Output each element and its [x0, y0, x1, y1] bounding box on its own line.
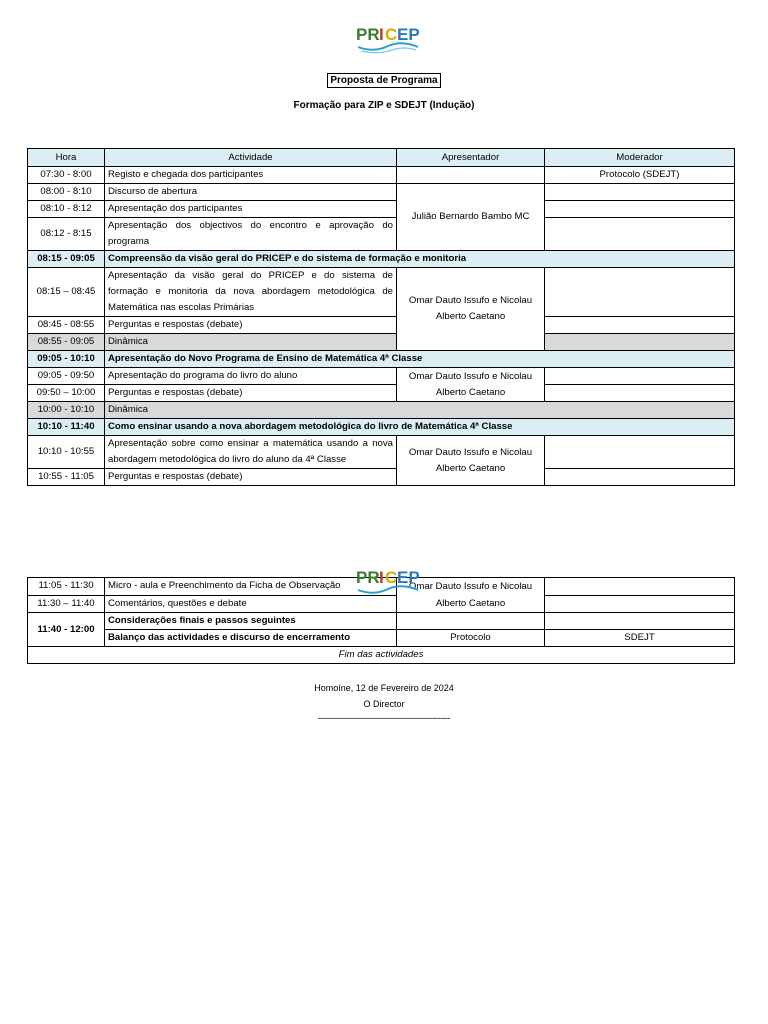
svg-text:I: I	[379, 568, 384, 587]
cell-hora: 07:30 - 8:00	[28, 167, 105, 184]
cell-moderador	[545, 368, 735, 385]
cell-apresentador: Protocolo	[397, 630, 545, 647]
svg-text:C: C	[385, 25, 398, 44]
cell-actividade: Dinâmica	[105, 334, 397, 351]
cell-hora: 08:00 - 8:10	[28, 184, 105, 201]
cell-actividade: Discurso de abertura	[105, 184, 397, 201]
table-row	[28, 268, 735, 317]
header-moderador: Moderador	[545, 149, 735, 167]
cell-apresentador: Julião Bernardo Bambo MC	[397, 184, 545, 251]
cell-moderador	[545, 469, 735, 486]
cell-hora: 10:00 - 10:10	[28, 402, 105, 419]
cell-actividade: Perguntas e respostas (debate)	[105, 385, 397, 402]
document-subtitle: Formação para ZIP e SDEJT (Indução)	[293, 100, 475, 111]
table-row	[28, 317, 735, 334]
svg-text:PR: PR	[356, 568, 380, 587]
cell-moderador	[545, 317, 735, 334]
cell-actividade: Comentários, questões e debate	[105, 595, 397, 613]
cell-hora: 10:55 - 11:05	[28, 469, 105, 486]
table-row	[28, 613, 735, 630]
cell-hora: 08:55 - 09:05	[28, 334, 105, 351]
table-row	[28, 218, 735, 251]
cell-hora: 09:05 - 10:10	[28, 351, 105, 368]
cell-actividade: Considerações finais e passos seguintes	[105, 613, 397, 630]
cell-hora: 08:45 - 08:55	[28, 317, 105, 334]
cell-actividade: Apresentação dos participantes	[105, 201, 397, 218]
table-row	[28, 469, 735, 486]
cell-apresentador: Omar Dauto Issufo e Nicolau Alberto Caetano	[397, 368, 545, 402]
cell-moderador: Protocolo (SDEJT)	[545, 167, 735, 184]
cell-hora: 10:10 - 11:40	[28, 419, 105, 436]
cell-moderador: SDEJT	[545, 630, 735, 647]
cell-actividade: Perguntas e respostas (debate)	[105, 317, 397, 334]
place-date: Homoíne, 12 de Fevereiro de 2024	[314, 683, 454, 693]
table-row	[28, 368, 735, 385]
cell-apresentador: Omar Dauto Issufo e Nicolau Alberto Caetano	[397, 436, 545, 486]
svg-text:EP: EP	[397, 25, 420, 44]
section-row	[28, 351, 735, 368]
cell-actividade: Balanço das actividades e discurso de encerramento	[105, 630, 397, 647]
table-row	[28, 402, 735, 419]
cell-apresentador	[397, 613, 545, 630]
section-row	[28, 251, 735, 268]
cell-hora: 09:05 - 09:50	[28, 368, 105, 385]
section-title: Como ensinar usando a nova abordagem metodológica do livro de Matemática 4ª Classe	[105, 419, 735, 436]
table-row	[28, 184, 735, 201]
cell-apresentador: Omar Dauto Issufo e Nicolau Alberto Caetano	[397, 268, 545, 351]
cell-moderador	[545, 218, 735, 251]
cell-hora: 11:30 – 11:40	[28, 595, 105, 613]
svg-text:I: I	[379, 25, 384, 44]
cell-hora: 08:15 - 09:05	[28, 251, 105, 268]
cell-moderador	[545, 436, 735, 469]
cell-moderador	[545, 184, 735, 201]
cell-moderador	[545, 201, 735, 218]
document-title: Proposta de Programa	[0, 75, 768, 86]
table-row	[28, 201, 735, 218]
header-hora: Hora	[28, 149, 105, 167]
cell-apresentador	[397, 167, 545, 184]
cell-actividade: Registo e chegada dos participantes	[105, 167, 397, 184]
cell-hora: 08:10 - 8:12	[28, 201, 105, 218]
section-title: Compreensão da visão geral do PRICEP e do sistema de formação e monitoria	[105, 251, 735, 268]
cell-hora: 08:12 - 8:15	[28, 218, 105, 251]
section-row	[28, 419, 735, 436]
table-row	[28, 167, 735, 184]
cell-hora: 08:15 – 08:45	[28, 268, 105, 317]
table-row	[28, 630, 735, 647]
table-header-row	[28, 149, 735, 167]
table-row	[28, 436, 735, 469]
pricep-logo-overlay	[352, 563, 424, 599]
cell-moderador	[545, 334, 735, 351]
cell-hora: 10:10 - 10:55	[28, 436, 105, 469]
cell-actividade: Dinâmica	[105, 402, 735, 419]
svg-text:EP: EP	[397, 568, 420, 587]
cell-moderador	[545, 385, 735, 402]
cell-moderador	[545, 595, 735, 613]
cell-actividade: Apresentação da visão geral do PRICEP e do sistema de formação e monitoria da nova abordagem metodológica de Matemática nas escolas Primárias	[105, 268, 397, 317]
signatory-role: O Director	[363, 699, 405, 709]
header-apresentador: Apresentador	[397, 149, 545, 167]
cell-moderador	[545, 613, 735, 630]
cell-actividade: Perguntas e respostas (debate)	[105, 469, 397, 486]
svg-text:PR: PR	[356, 25, 380, 44]
table-row	[28, 385, 735, 402]
cell-apresentador: Omar Dauto Issufo e Nicolau Alberto Caetano	[397, 578, 545, 613]
pricep-logo	[352, 20, 424, 56]
cell-hora: 11:05 - 11:30	[28, 578, 105, 596]
svg-text:C: C	[385, 568, 398, 587]
signature-line: -----------------------------------------------------	[317, 713, 451, 723]
section-title: Apresentação do Novo Programa de Ensino de Matemática 4ª Classe	[105, 351, 735, 368]
end-row	[28, 647, 735, 664]
cell-actividade: Apresentação do programa do livro do aluno	[105, 368, 397, 385]
cell-actividade: Micro - aula e Preenchimento da Ficha de Observação	[105, 578, 397, 596]
program-table	[27, 148, 735, 486]
end-of-activities: Fim das actividades	[28, 647, 735, 664]
cell-moderador	[545, 268, 735, 317]
cell-hora: 09:50 – 10:00	[28, 385, 105, 402]
header-actividade: Actividade	[105, 149, 397, 167]
cell-hora: 11:40 - 12:00	[28, 613, 105, 647]
cell-actividade: Apresentação dos objectivos do encontro e aprovação do programa	[105, 218, 397, 251]
cell-actividade: Apresentação sobre como ensinar a matemática usando a nova abordagem metodológica do livro do aluno da 4ª Classe	[105, 436, 397, 469]
cell-moderador	[545, 578, 735, 596]
table-row	[28, 334, 735, 351]
